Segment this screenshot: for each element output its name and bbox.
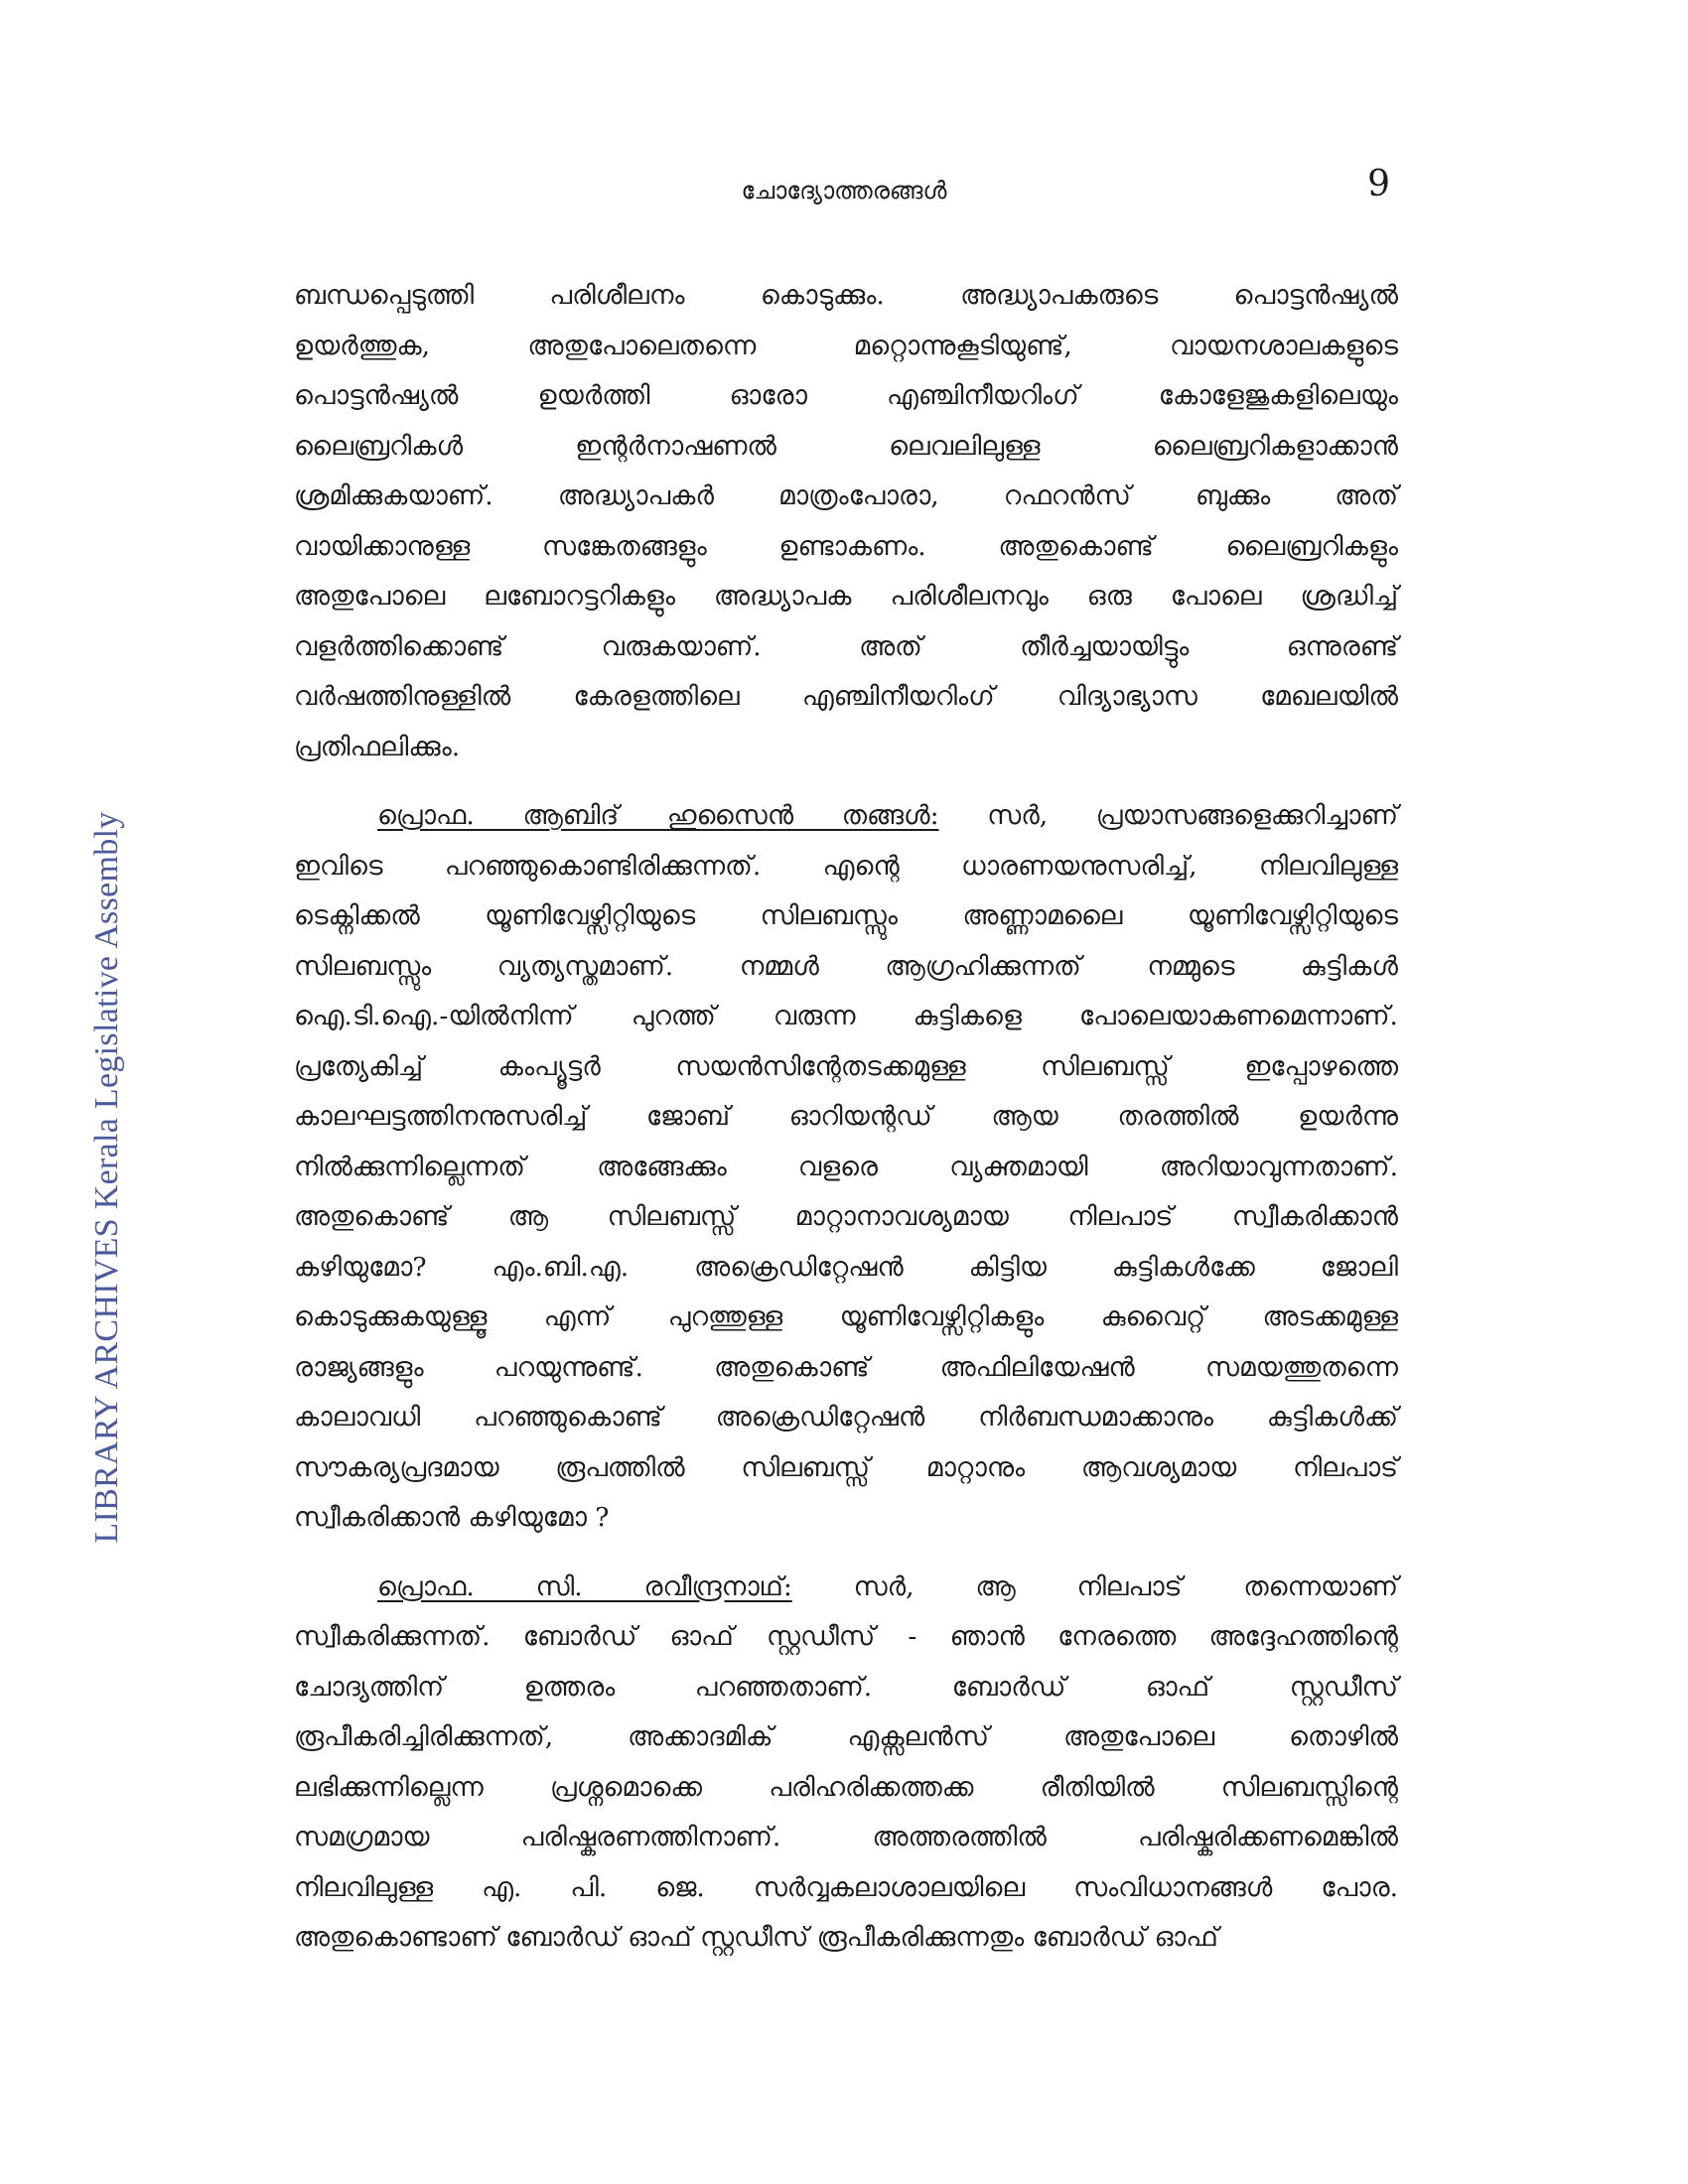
line-text: സർ, പ്രയാസങ്ങളെക്കുറിച്ചാണ് bbox=[987, 800, 1398, 831]
line-text: സൗകര്യപ്രദമായ രൂപത്തിൽ സിലബസ്സ് മാറ്റാനും ആവശ്യമായ നിലപാട് bbox=[294, 1451, 1398, 1483]
paragraph-line bbox=[294, 1243, 1398, 1294]
paragraph-line bbox=[294, 472, 1398, 522]
speaker-name: പ്രൊഫ. സി. രവീന്ദ്രനാഥ്: bbox=[377, 1570, 792, 1602]
paragraph-line bbox=[294, 672, 1398, 723]
paragraph-line bbox=[294, 1493, 1398, 1544]
paragraph-line bbox=[294, 942, 1398, 993]
document-body bbox=[294, 271, 1398, 1964]
line-text: സ്വീകരിക്കുന്നത്. ബോർഡ് ഓഫ് സ്റ്റഡീസ് - ഞാൻ നേരത്തെ അദ്ദേഹത്തിന്റെ bbox=[294, 1621, 1398, 1652]
page-number: 9 bbox=[1367, 164, 1390, 205]
paragraph-line bbox=[294, 422, 1398, 473]
paragraph bbox=[294, 1563, 1398, 1964]
paragraph-line bbox=[294, 1612, 1398, 1663]
paragraph-line bbox=[294, 1143, 1398, 1193]
paragraph-line bbox=[294, 371, 1398, 422]
paragraph-line bbox=[294, 271, 1398, 322]
line-text: അതുകൊണ്ട് ആ സിലബസ്സ് മാറ്റാനാവശ്യമായ നിലപാട് സ്വീകരിക്കാൻ bbox=[294, 1201, 1398, 1232]
paragraph bbox=[294, 271, 1398, 772]
paragraph-line bbox=[294, 572, 1398, 622]
line-text: ലഭിക്കുന്നില്ലെന്ന പ്രശ്നമൊക്കെ പരിഹരിക്കത്തക്ക രീതിയിൽ സിലബസ്സിന്റെ bbox=[294, 1771, 1398, 1803]
paragraph-line bbox=[294, 791, 1398, 842]
line-text: ശ്രമിക്കുകയാണ്. അദ്ധ്യാപകർ മാത്രംപോരാ, റഫറൻസ് ബുക്കും അത് bbox=[294, 480, 1398, 511]
paragraph-line bbox=[294, 1343, 1398, 1394]
line-text: സർ, ആ നിലപാട് തന്നെയാണ് bbox=[853, 1570, 1398, 1602]
line-text: സിലബസ്സും വ്യത്യസ്തമാണ്. നമ്മൾ ആഗ്രഹിക്കുന്നത് നമ്മുടെ കുട്ടികൾ bbox=[294, 950, 1398, 982]
line-text: രൂപീകരിച്ചിരിക്കുന്നത്, അക്കാദമിക് എക്സലൻസ് അതുപോലെ തൊഴിൽ bbox=[294, 1721, 1398, 1752]
running-header bbox=[298, 164, 1390, 210]
paragraph-line bbox=[294, 1092, 1398, 1143]
paragraph-line bbox=[294, 1293, 1398, 1343]
line-text: കൊടുക്കുകയുള്ളൂ എന്ന് പുറത്തുള്ള യൂണിവേഴ്സിറ്റികളും കുവൈറ്റ് അടക്കമുള്ള bbox=[294, 1301, 1398, 1332]
library-archives-stamp-text: LIBRARY ARCHIVES Kerala Legislative Assembly bbox=[88, 811, 125, 1544]
line-text: പ്രത്യേകിച്ച് കംപ്യൂട്ടർ സയൻസിന്റേതടക്കമുള്ള സിലബസ്സ് ഇപ്പോഴത്തെ bbox=[294, 1050, 1398, 1082]
paragraph-line bbox=[294, 1663, 1398, 1713]
speaker-name: പ്രൊഫ. ആബിദ് ഹുസൈൻ തങ്ങൾ: bbox=[377, 800, 939, 831]
line-text: ലൈബ്രറികൾ ഇന്റർനാഷണൽ ലെവലിലുള്ള ലൈബ്രറികളാക്കാൻ bbox=[294, 430, 1398, 462]
line-text: സമഗ്രമായ പരിഷ്കരണത്തിനാണ്. അത്തരത്തിൽ പരിഷ്കരിക്കണമെങ്കിൽ bbox=[294, 1822, 1398, 1852]
line-text: അതുകൊണ്ടാണ് ബോർഡ് ഓഫ് സ്റ്റഡീസ് രൂപീകരിക്കുന്നതും ബോർഡ് ഓഫ് bbox=[294, 1922, 1218, 1953]
line-text: കാലാവധി പറഞ്ഞുകൊണ്ട് അക്രെഡിറ്റേഷൻ നിർബന്ധമാക്കാനും കുട്ടികൾക്ക് bbox=[294, 1402, 1398, 1433]
paragraph bbox=[294, 791, 1398, 1544]
paragraph-line bbox=[294, 891, 1398, 942]
paragraph-line bbox=[294, 322, 1398, 372]
paragraph-line bbox=[294, 1393, 1398, 1443]
paragraph-line bbox=[294, 622, 1398, 673]
paragraph-line bbox=[294, 1813, 1398, 1863]
paragraph-line bbox=[294, 1913, 1398, 1964]
line-text: നിലവിലുള്ള എ. പി. ജെ. സർവ്വകലാശാലയിലെ സംവിധാനങ്ങൾ പോര. bbox=[294, 1871, 1398, 1903]
paragraph-line bbox=[294, 1863, 1398, 1914]
line-text: പ്രതിഫലിക്കും. bbox=[294, 731, 461, 762]
line-text: കാലഘട്ടത്തിനനുസരിച്ച് ജോബ് ഓറിയന്റഡ് ആയ തരത്തിൽ ഉയർന്നു bbox=[294, 1101, 1398, 1132]
line-text: വർഷത്തിനുള്ളിൽ കേരളത്തിലെ എഞ്ചിനീയറിംഗ് വിദ്യാഭ്യാസ മേഖലയിൽ bbox=[294, 681, 1398, 712]
line-text: ഉയർത്തുക, അതുപോലെതന്നെ മറ്റൊന്നുകൂടിയുണ്ട്, വായനശാലകളുടെ bbox=[294, 330, 1398, 361]
line-text: ചോദ്യത്തിന് ഉത്തരം പറഞ്ഞതാണ്. ബോർഡ് ഓഫ് സ്റ്റഡീസ് bbox=[294, 1671, 1398, 1703]
line-text: രാജ്യങ്ങളും പറയുന്നുണ്ട്. അതുകൊണ്ട് അഫിലിയേഷൻ സമയത്തുതന്നെ bbox=[294, 1351, 1398, 1383]
paragraph-line bbox=[294, 1443, 1398, 1494]
line-text: കഴിയുമോ? എം.ബി.എ. അക്രെഡിറ്റേഷൻ കിട്ടിയ കുട്ടികൾക്കേ ജോലി bbox=[294, 1251, 1398, 1283]
paragraph-line bbox=[294, 1192, 1398, 1243]
line-text: ഐ.ടി.ഐ.-യിൽനിന്ന് പുറത്ത് വരുന്ന കുട്ടികളെ പോലെയാകണമെന്നാണ്. bbox=[294, 1001, 1398, 1031]
line-text: നിൽക്കുന്നില്ലെന്നത് അങ്ങേക്കും വളരെ വ്യക്തമായി അറിയാവുന്നതാണ്. bbox=[294, 1151, 1398, 1182]
line-text: ടെക്നിക്കൽ യൂണിവേഴ്സിറ്റിയുടെ സിലബസ്സും അണ്ണാമലൈ യൂണിവേഴ്സിറ്റിയുടെ bbox=[294, 900, 1398, 931]
paragraph-line bbox=[294, 842, 1398, 892]
line-text: അതുപോലെ ലബോറട്ടറികളും അദ്ധ്യാപക പരിശീലനവും ഒരു പോലെ ശ്രദ്ധിച്ച് bbox=[294, 581, 1398, 612]
line-text: ബന്ധപ്പെടുത്തി പരിശീലനം കൊടുക്കും. അദ്ധ്യാപകരുടെ പൊട്ടൻഷ്യൽ bbox=[294, 280, 1398, 311]
paragraph-line bbox=[294, 522, 1398, 573]
paragraph-line bbox=[294, 723, 1398, 773]
line-text: വായിക്കാനുള്ള സങ്കേതങ്ങളും ഉണ്ടാകണം. അതുകൊണ്ട് ലൈബ്രറികളും bbox=[294, 530, 1398, 562]
line-text: വളർത്തിക്കൊണ്ട് വരുകയാണ്. അത് തീർച്ചയായിട്ടും ഒന്നുരണ്ട് bbox=[294, 630, 1398, 662]
paragraph-line bbox=[294, 1763, 1398, 1814]
paragraph-line bbox=[294, 1712, 1398, 1763]
line-text: ഇവിടെ പറഞ്ഞുകൊണ്ടിരിക്കുന്നത്. എന്റെ ധാരണയനുസരിച്ച്, നിലവിലുള്ള bbox=[294, 850, 1398, 882]
running-header-title: ചോദ്യോത്തരങ്ങൾ bbox=[741, 177, 947, 205]
paragraph-line bbox=[294, 1563, 1398, 1613]
paragraph-line bbox=[294, 1042, 1398, 1093]
line-text: പൊട്ടൻഷ്യൽ ഉയർത്തി ഓരോ എഞ്ചിനീയറിംഗ് കോളേജുകളിലെയും bbox=[294, 380, 1398, 411]
paragraph-line bbox=[294, 992, 1398, 1042]
line-text: സ്വീകരിക്കാൻ കഴിയുമോ ? bbox=[294, 1502, 610, 1533]
